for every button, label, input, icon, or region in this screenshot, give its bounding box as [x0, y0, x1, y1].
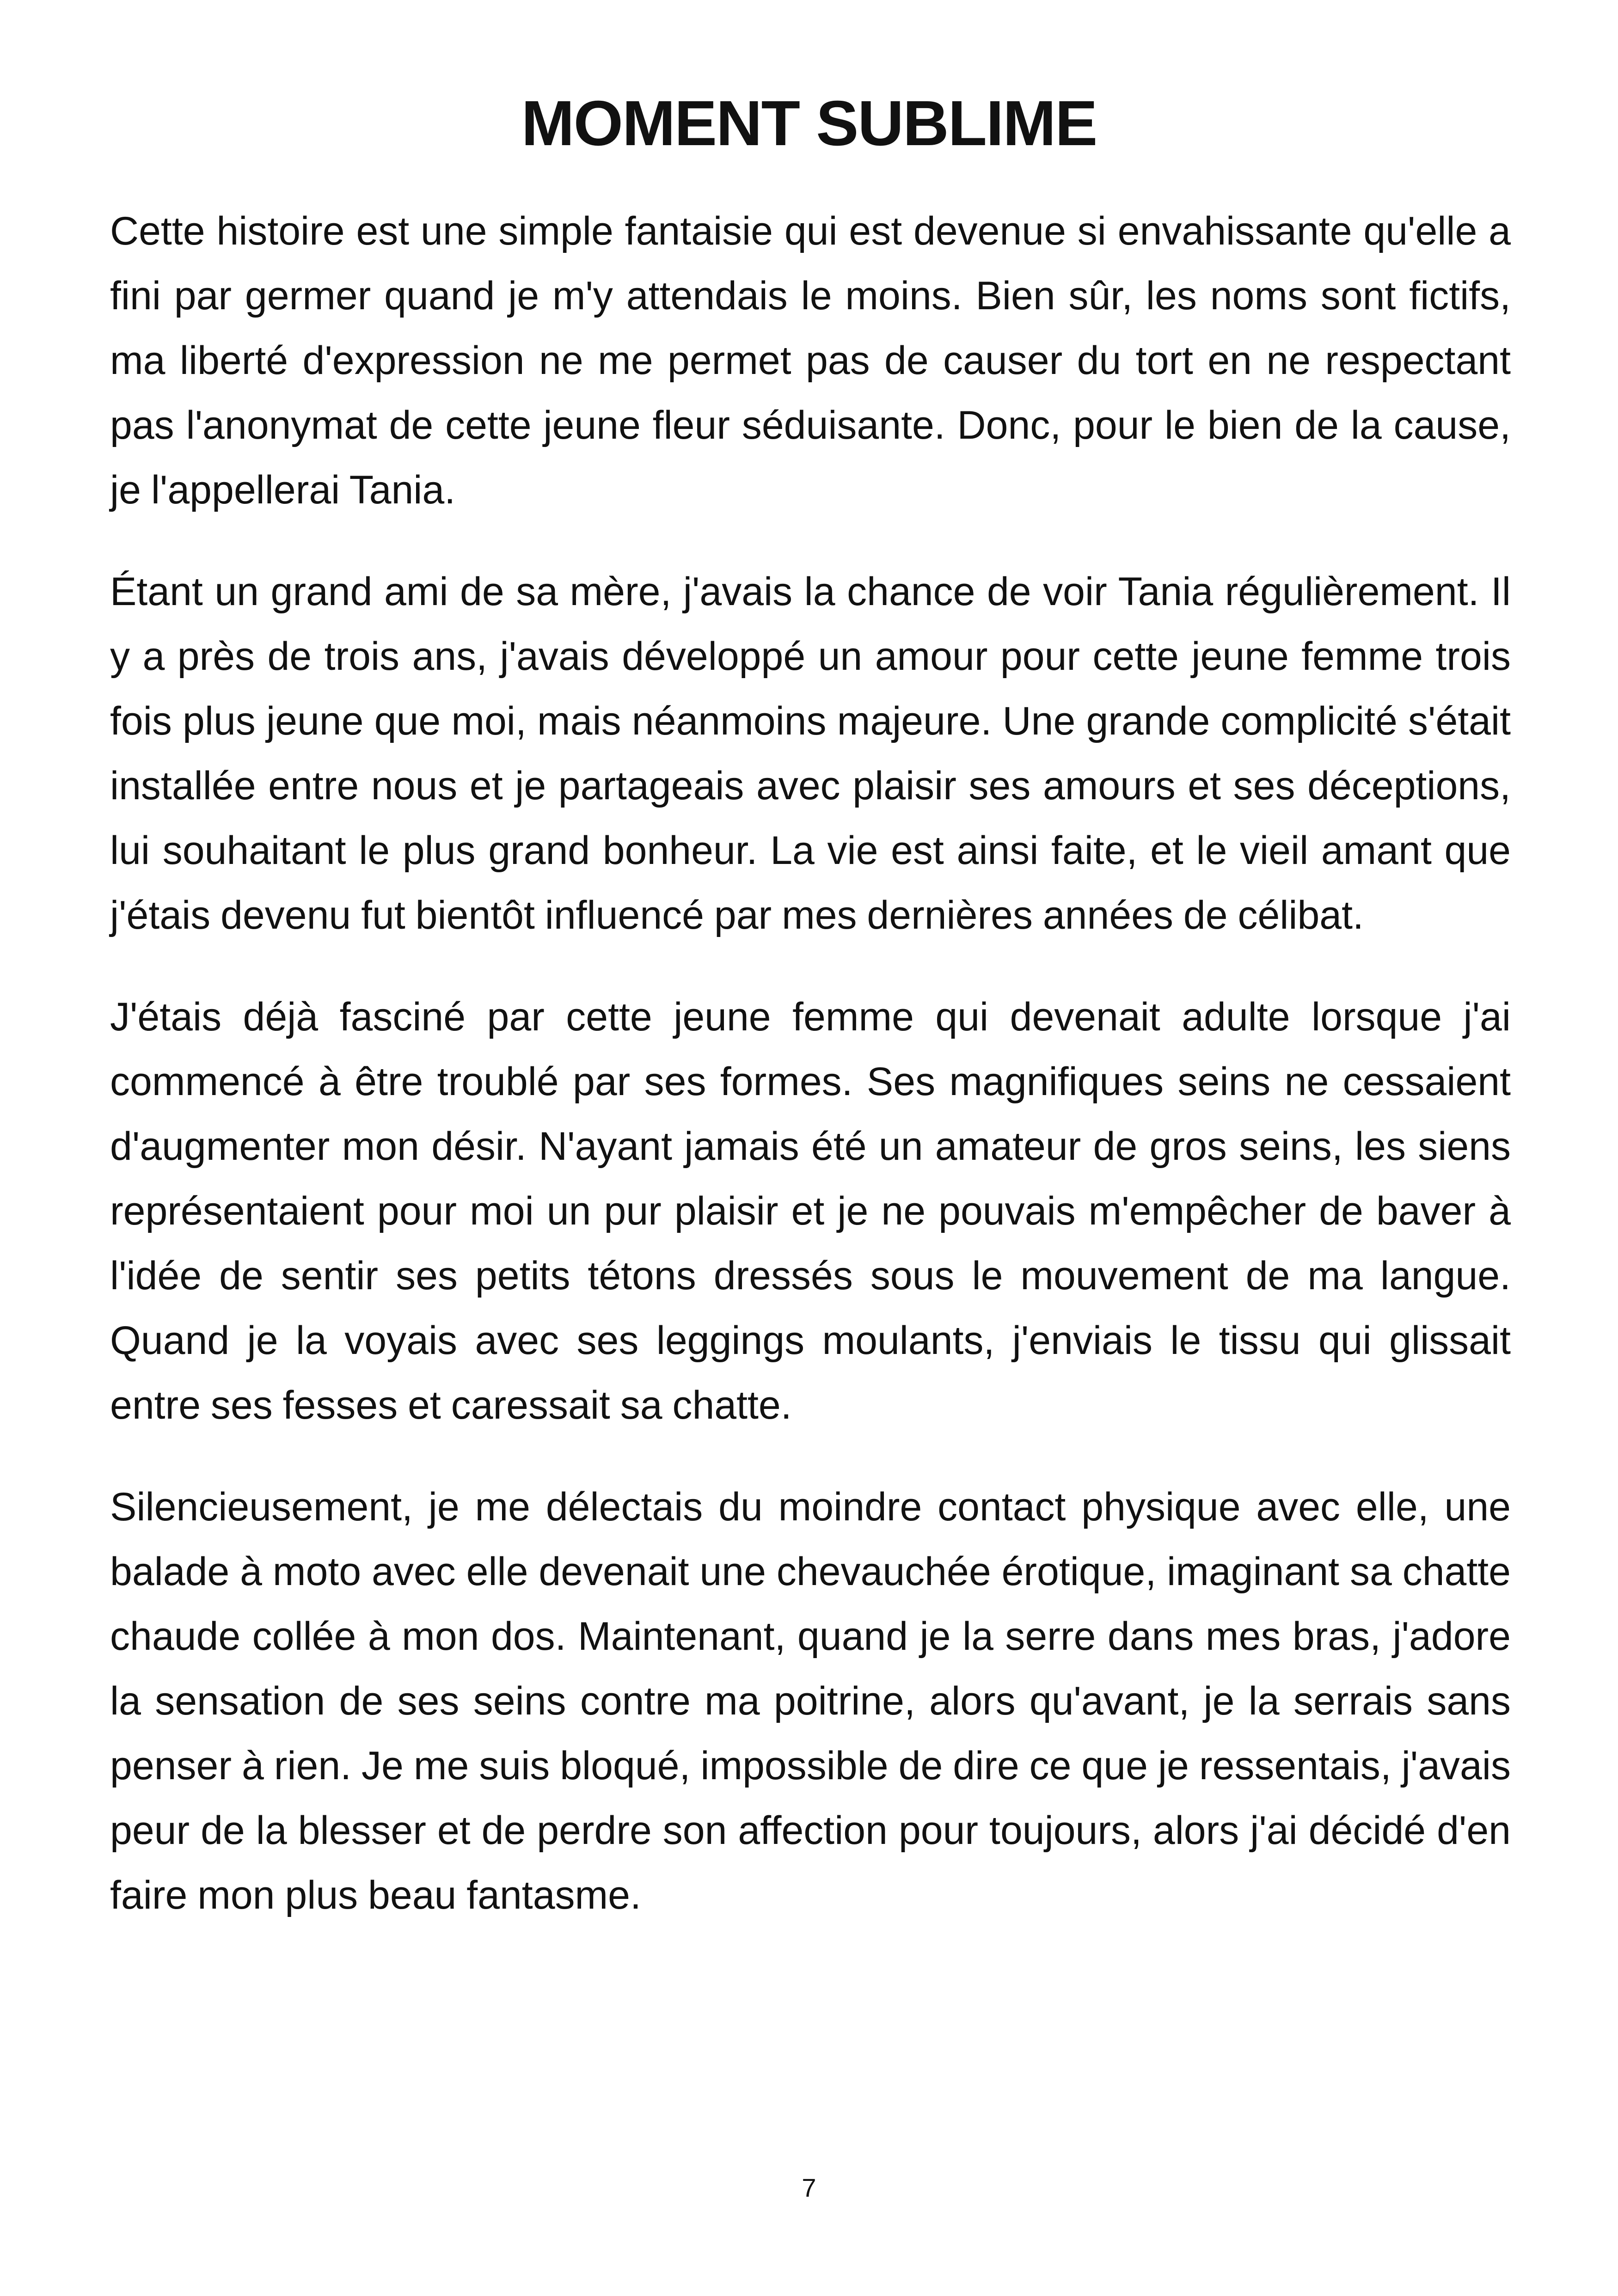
paragraph-3: J'étais déjà fasciné par cette jeune femme qui devenait adulte lorsque j'ai commencé à être troublé par ses formes. Ses magnifiques seins ne cessaient d'augmenter mon désir. N'ayant jamais été un amateur de gros seins, les siens représentaient pour moi un pur plaisir et je ne pouvais m'empêcher de baver à l'idée de sentir ses petits tétons dressés sous le mouvement de ma langue. Quand je la voyais avec ses leggings moulants, j'enviais le tissu qui glissait entre ses fesses et caressait sa chatte. [110, 995, 1511, 1427]
paragraph-4: Silencieusement, je me délectais du moindre contact physique avec elle, une balade à moto avec elle devenait une chevauchée érotique, imaginant sa chatte chaude collée à mon dos. Maintenant, quand je la serre dans mes bras, j'adore la sensation de ses seins contre ma poitrine, alors qu'avant, je la serrais sans penser à rien. Je me suis bloqué, impossible de dire ce que je ressentais, j'avais peur de la blesser et de perdre son affection pour toujours, alors j'ai décidé d'en faire mon plus beau fantasme. [110, 1485, 1511, 1917]
document-body [110, 199, 1511, 1965]
paragraph-1: Cette histoire est une simple fantaisie qui est devenue si envahissante qu'elle a fini par germer quand je m'y attendais le moins. Bien sûr, les noms sont fictifs, ma liberté d'expression ne me permet pas de causer du tort en ne respectant pas l'anonymat de cette jeune fleur séduisante. Donc, pour le bien de la cause, je l'appellerai Tania. [110, 209, 1511, 512]
paragraph-2: Étant un grand ami de sa mère, j'avais la chance de voir Tania régulièrement. Il y a près de trois ans, j'avais développé un amour pour cette jeune femme trois fois plus jeune que moi, mais néanmoins majeure. Une grande complicité s'était installée entre nous et je partageais avec plaisir ses amours et ses déceptions, lui souhaitant le plus grand bonheur. La vie est ainsi faite, et le vieil amant que j'étais devenu fut bientôt influencé par mes dernières années de célibat. [110, 569, 1511, 937]
page-number: 7 [802, 2173, 816, 2202]
page-title: MOMENT SUBLIME [521, 88, 1097, 159]
